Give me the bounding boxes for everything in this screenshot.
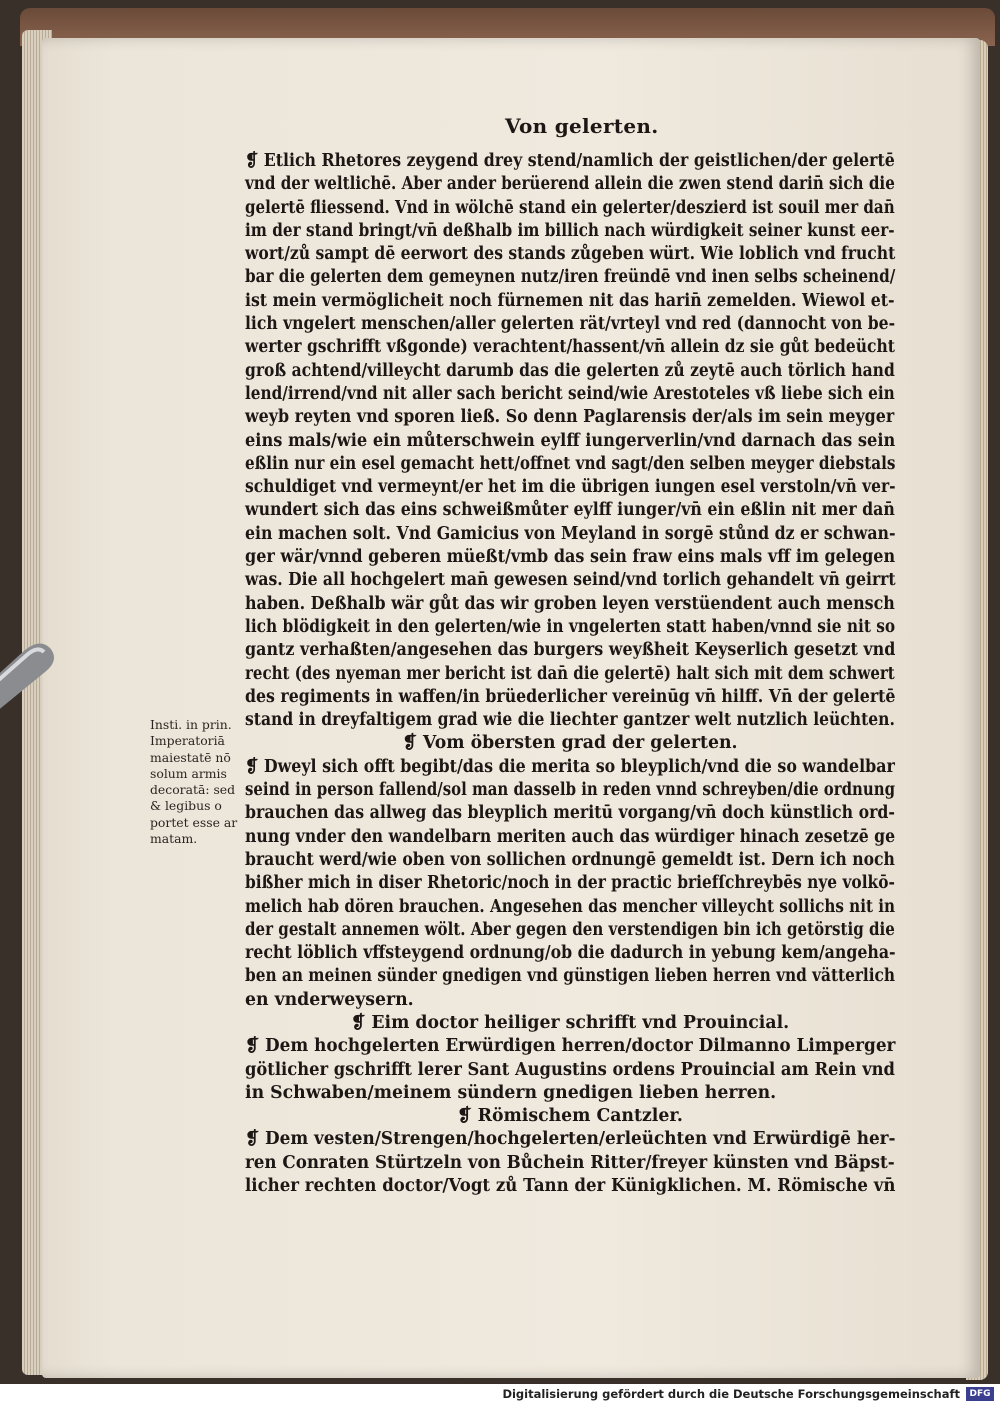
funding-credit: Digitalisierung gefördert durch die Deutsche Forschungsgemeinschaft [502,1387,960,1401]
margin-note-line: & legibus o [150,798,222,814]
text-line: eßlin nur ein esel gemacht hett/offnet vnd sagt/den selben meyger diebstals [245,453,896,474]
text-line: vnd der weltlichē. Aber ander berüerend allein die zwen stend darin̄ sich die [245,174,895,195]
margin-note-line: Imperatoriā [150,733,225,749]
main-text [245,150,895,1198]
text-line: ben an meinen sünder gnedigen vnd günstigen lieben herren vnd vätterlich [245,966,896,987]
text-line: in Schwaben/meinem sündern gnedigen lieben herren. [245,1082,777,1103]
text-line: licher rechten doctor/Vogt zů Tann der Künigklichen. M. Römische vn̄ [245,1176,896,1197]
text-line: lich vngelert menschen/aller gelerten rät/vrteyl vnd red (dannocht von be- [245,314,896,335]
dfg-logo: DFG [966,1387,994,1401]
text-line: wort/zů sampt dē eerwort des stands zůgeben würt. Wie loblich vnd frucht [245,244,896,265]
margin-note-line: maiestatē nō [150,749,231,765]
text-line: groß achtend/villeycht darumb das die gelerten zů zeytē auch törlich hand [245,360,895,381]
text-line: bar die gelerten dem gemeynen nutz/iren freündē vnd inen selbs scheinend/ [245,267,896,288]
text-line: ger wär/vnnd geberen müeßt/vmb das sein fraw eins mals vff im gelegen [245,547,896,568]
text-line: ❡ Dem hochgelerten Erwürdigen herren/doctor Dilmanno Limperger [245,1036,896,1057]
text-line: ❡ Dweyl sich offt begibt/das die merita so bleyplich/vnd die so wandelbar [245,756,895,777]
text-line: gelertē fliessend. Vnd in wölchē stand ein gelerter/deszierd ist souil mer dan̄ [245,197,895,218]
margin-note-line: portet esse ar [150,814,238,830]
text-line: ein machen solt. Vnd Gamicius von Meyland in sorgē stůnd dz er schwan- [245,523,896,544]
footer-bar [0,1384,1000,1404]
text-line: melich hab dören brauchen. Angesehen das mencher villeycht sollichs nit in [245,896,896,917]
text-line: ren Conraten Stürtzeln von Bůchein Ritter/freyer künsten vnd Bäpst- [245,1152,895,1173]
text-line: recht löblich vffsteygend ordnung/ob die dadurch in yebung kem/angeha- [245,943,896,964]
text-line: stand in dreyfaltigem grad wie die liechter gantzer welt nutzlich leüchten. [245,710,895,731]
text-line: ist mein vermöglicheit noch fürnemen nit das harin̄ zemelden. Wiewol et- [245,290,895,311]
text-line: gantz verhaßten/angesehen das burgers weyßheit Keyserlich gesetzt vnd [245,640,896,661]
section-heading: ❡ Eim doctor heiliger schrifft vnd Prouincial. [350,1012,790,1033]
margin-note-line: matam. [150,831,198,847]
text-line: werter gschrifft vßgonde) verachtent/hassent/vn̄ allein dz sie gůt bedeücht [245,337,895,358]
text-line: weyb reyten vnd sporen ließ. So denn Paglarensis der/als im sein meyger [245,407,895,428]
text-line: im der stand bringt/vn̄ deßhalb im billich nach würdigkeit seiner kunst eer- [245,220,895,241]
section-heading: ❡ Römischem Cantzler. [457,1106,683,1127]
text-line: bißher mich in diser Rhetoric/noch in der practic briefſchreybēs nye volkō- [245,873,895,894]
text-line: wundert sich das eins schweißmůter eylff iunger/vn̄ ein eßlin nit mer dan̄ [245,500,895,521]
text-line: des regiments in waffen/in brüederlicher vereinūg vn̄ hilff. Vn̄ der gelertē [245,686,896,707]
text-line: brauchen das allweg das bleyplich meritū vorgang/vn̄ doch künstlich ord- [245,803,895,824]
text-line: nung vnder den wandelbarn meriten auch das würdiger hinach zesetzē ge [245,826,896,847]
text-line: seind in person fallend/sol man dasselb in reden vnnd schreyben/die ordnung [245,780,896,801]
text-line: haben. Deßhalb wär gůt das wir groben leyen verstüendent auch mensch [245,593,895,614]
text-line: der gestalt annemen wölt. Aber gegen den verstendigen bin ich getörstig die [245,919,895,940]
text-line: lend/irrend/vnd nit aller sach bericht seind/wie Arestoteles vß liebe sich ein [245,383,895,404]
text-line: was. Die all hochgelert man̄ gewesen seind/vnd torlich gehandelt vn̄ geirrt [245,570,896,591]
margin-note [150,717,240,847]
margin-note-line: decoratā: sed [150,782,236,798]
text-line: ❡ Etlich Rhetores zeygend drey stend/namlich der geistlichen/der gelertē [245,151,895,171]
text-line: en vnderweysern. [245,989,414,1010]
text-line: ❡ Dem vesten/Strengen/hochgelerten/erleüchten vnd Erwürdigē her- [245,1129,896,1150]
text-line: götlicher gschrifft lerer Sant Augustins ordens Prouincial am Rein vnd [245,1059,895,1080]
text-line: eins mals/wie ein můterschwein eylff iungerverlin/vnd darnach das sein [245,430,896,451]
margin-note-line: solum armis [150,765,227,781]
page-holder-clip [0,630,70,725]
text-line: schuldiget vnd vermeynt/er het im die übrigen iungen esel verstoln/vn̄ ver- [245,477,896,498]
section-heading: ❡ Vom öbersten grad der gelerten. [402,733,738,754]
margin-note-line: Insti. in prin. [150,717,232,732]
text-line: braucht werd/wie oben von sollichen ordnungē gemeldt ist. Dern ich noch [245,849,895,870]
text-line: lich blödigkeit in den gelerten/wie in vngelerten statt haben/vnnd sie nit so [245,616,896,637]
running-head: Von gelerten. [505,114,659,138]
text-line: recht (des nyeman mer bericht ist dan̄ die gelertē) halt sich mit dem schwert [245,663,895,684]
